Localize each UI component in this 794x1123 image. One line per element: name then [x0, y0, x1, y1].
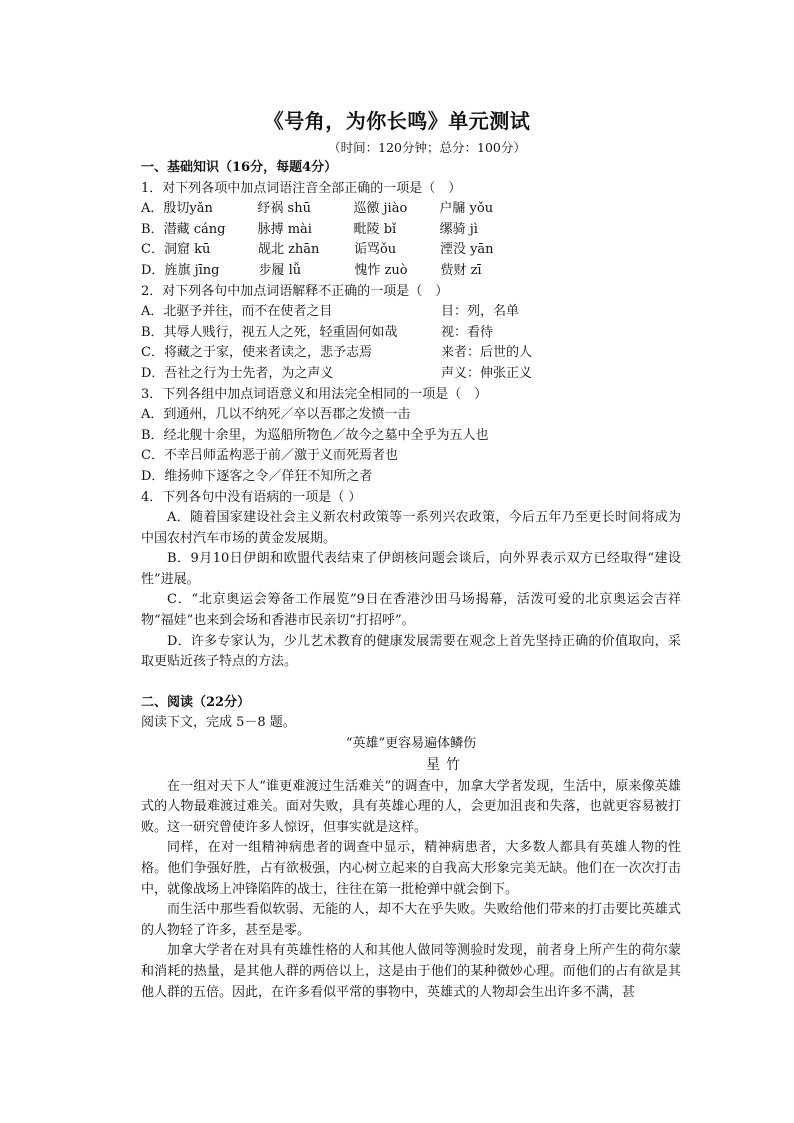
option-item: 纾祸 shū [257, 201, 311, 217]
option-item: 殷切yǎn [163, 201, 213, 217]
question-2-stem: 2．对下列各句中加点词语解释不正确的一项是（ ） [141, 283, 449, 299]
question-3-stem: 3．下列各组中加点词语意义和用法完全相同的一项是（ ） [141, 386, 488, 402]
page-title: 《号角，为你长鸣》单元测试 [263, 109, 531, 133]
option-label: B． [141, 221, 164, 237]
question-3-option-a: A．到通州，几以不纳死／卒以吾郡之发愤一击 [141, 407, 411, 423]
question-4-stem: 4．下列各句中没有语病的一项是（ ） [141, 489, 362, 505]
option-note: 来者：后世的人 [441, 345, 533, 361]
option-label: C． [141, 242, 164, 258]
question-1-stem: 1．对下列各项中加点词语注音全部正确的一项是（ ） [141, 180, 462, 196]
question-2-option-a [141, 302, 681, 323]
question-1-option-b [141, 220, 681, 241]
option-text: D．吾社之行为士先者，为之声义 [141, 365, 334, 381]
question-3-option-b: B．经北舰十余里，为巡船所物色／故今之墓中全乎为五人也 [141, 427, 489, 443]
option-text: A．北驱予并往，而不在使者之目 [141, 304, 333, 320]
reading-instruction: 阅读下文，完成 5－8 题。 [141, 715, 296, 731]
article-paragraph: 加拿大学者在对具有英雄性格的人和其他人做同等测验时发现，前者身上所产生的荷尔蒙和消耗的热量，是其他人群的两倍以上，这是由于他们的某种微妙心理。而他们的占有欲是其他人群的五倍。因此，在许多看似平常的事物中，英雄式的人物却会生出许多不满，甚 [141, 943, 681, 1000]
section-2-heading: 二、阅读（22分） [141, 694, 251, 710]
exam-content [141, 158, 681, 1003]
option-item: 诟骂ǒu [353, 242, 397, 258]
option-item: 毗陵 bǐ [353, 221, 397, 237]
option-item: 潜藏 cáng [163, 221, 226, 237]
question-1-option-c [141, 240, 681, 261]
option-item: 巡徼 jiào [353, 201, 408, 217]
option-item: 洞窟 kū [163, 242, 211, 258]
question-4-option-c: C．“北京奥运会筹备工作展览”9日在香港沙田马场揭幕，活泼可爱的北京奥运会吉祥物“福娃”也来到会场和香港市民亲切“打招呼”。 [141, 592, 681, 629]
option-item: 旌旗 jīng [164, 262, 220, 278]
question-1-option-a [141, 199, 681, 220]
option-item: 觇北 zhān [257, 242, 320, 258]
article-paragraph: 同样，在对一组精神病患者的调查中显示，精神病患者，大多数人都具有英雄人物的性格。他们争强好胜，占有欲极强，内心树立起来的自我高大形象完美无缺。他们在一次次打击中，就像战场上冲锋陷阵的战士，往往在第一批枪弹中就会倒下。 [141, 840, 681, 897]
option-label: A． [141, 201, 164, 217]
question-2-option-b [141, 323, 681, 344]
question-4-option-d: D．许多专家认为，少儿艺术教育的健康发展需要在观念上首先坚持正确的价值取向，采取更贴近孩子特点的方法。 [141, 633, 681, 670]
option-item: 愧怍 zuò [354, 262, 408, 278]
question-2-option-d [141, 364, 681, 385]
section-gap [141, 673, 681, 693]
section-1-heading: 一、基础知识（16分，每题4分） [141, 160, 338, 175]
article-author: 星竹 [426, 756, 466, 773]
option-note: 目：列，名单 [441, 304, 520, 320]
question-3-option-c: C．不幸吕师孟构恶于前／激于义而死焉者也 [141, 448, 398, 464]
question-4-option-b: B．9月10日伊朗和欧盟代表结束了伊朗核问题会谈后，向外界表示双方已经取得“建设性”进展。 [141, 551, 681, 587]
option-item: 户牖 yǒu [439, 201, 494, 217]
option-label: D． [141, 262, 165, 278]
option-item: 步履 lǚ [258, 262, 302, 278]
option-item: 脉搏 mài [257, 221, 312, 237]
option-text: B．其辱人贱行，视五人之死，轻重固何如哉 [141, 324, 398, 340]
option-item: 湮没 yān [439, 242, 494, 258]
question-1-option-d [141, 261, 681, 282]
article-title: “英雄”更容易遍体鳞伤 [345, 736, 477, 752]
option-note: 声义：伸张正义 [441, 365, 533, 381]
option-note: 视：看待 [441, 324, 494, 340]
question-4-option-a: A．随着国家建设社会主义新农村政策等一系列兴农政策，今后五年乃至更长时间将成为中国农村汽车市场的黄金发展期。 [141, 510, 681, 546]
article-paragraph: 而生活中那些看似软弱、无能的人，却不大在乎失败。失败给他们带来的打击要比英雄式的人物轻了许多，甚至是零。 [141, 902, 681, 938]
option-item: 缧骑 jì [439, 221, 478, 237]
option-item: 赀财 zī [440, 262, 482, 278]
question-2-option-c [141, 343, 681, 364]
article-paragraph: 在一组对天下人“谁更难渡过生活难关”的调查中，加拿大学者发现，生活中，原来像英雄式的人物最难渡过难关。面对失败，具有英雄心理的人，会更加沮丧和失落，也就更容易被打败。这一研究曾使许多人惊讶，但事实就是这样。 [141, 778, 681, 835]
exam-subtitle: （时间：120分钟；总分：100分） [328, 140, 526, 155]
question-3-option-d: D．维扬帅下逐客之令／佯狂不知所之者 [141, 468, 373, 484]
option-text: C．将藏之于家，使来者读之，悲予志焉 [141, 345, 372, 361]
